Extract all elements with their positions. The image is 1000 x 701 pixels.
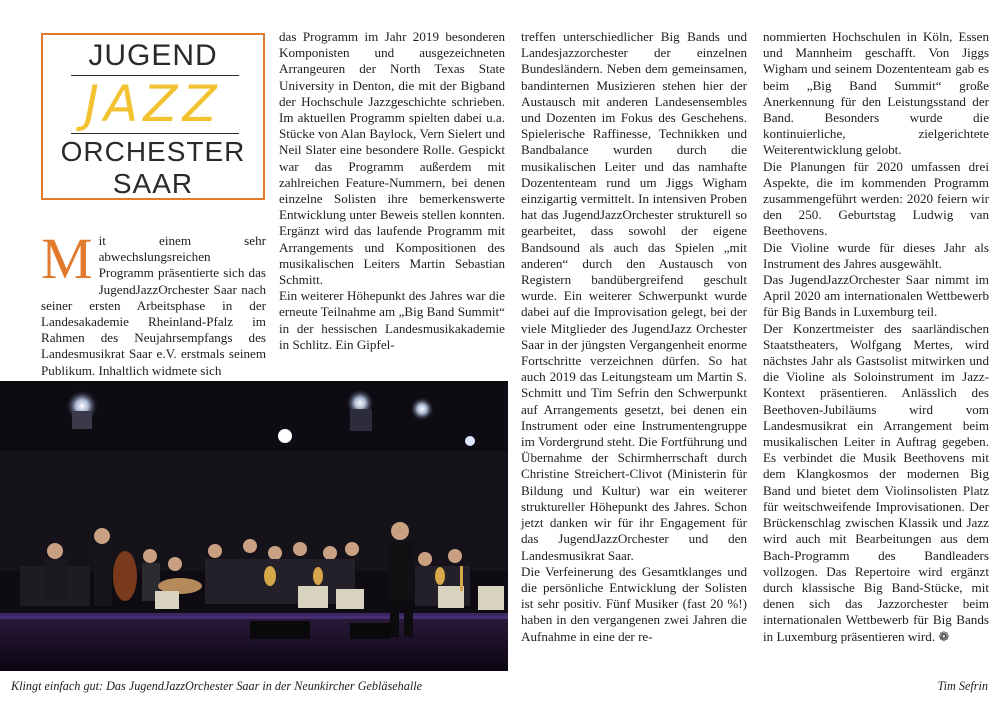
logo-saar: SAAR bbox=[112, 168, 194, 199]
paragraph: treffen unterschiedlicher Big Bands und Landesjazzorchester der einzelnen Bundesländern. Neben dem gemeinsamen, bandinternen Musizieren stehen hier der Austausch mit anderen Landesensembles und Dozenten im Fokus des Geschehens. Spielerische Raffinesse, Technikken und Bandbalance wurden durch die musikalischen Leiter und das namhafte Dozententeam rund um Jiggs Wigham einzigartig vermittelt. In intensiven Proben hat das JugendJazzOrchester strukturell so gearbeitet, dass sowohl der eigene Bandsound als auch das Spielen „mit anderen“ durch den Austausch von Registern bandübergreifend geschult wurde. Ein weiterer Schwerpunkt wurde dabei auf die Improvisation gelegt, bei der viele Mitglieder des JugendJazz Orchester Saar in der jüngsten Vergangenheit enorme Fortschritte verzeichnen dürfen. So hat auch 2019 das Leitungsteam um Martin S. Schmitt und Tim Sefrin den Schwerpunkt auf Arrangements gesetzt, bei denen ein Instrument oder eine Instrumentengruppe im Vordergrund steht. Die Fortführung und Übernahme der Schirmherrschaft durch Christine Streichert-Clivot (Ministerin für Bildung und Kultur) war ein weiterer struktureller Höhepunkt des Jahres. Schon jetzt danken wir für ihr Engagement für das JugendJazzOrchester und den Landesmusikrat Saar. bbox=[521, 29, 747, 563]
article-column-4 bbox=[763, 29, 989, 645]
paragraph: Ein weiterer Höhepunkt des Jahres war die erneute Teilnahme am „Big Band Summit“ in der hessischen Landesmusikakademie in Schlitz. Ein Gipfel- bbox=[279, 288, 505, 352]
logo-jugend: JUGEND bbox=[88, 39, 218, 72]
logo-rule-bottom bbox=[71, 133, 239, 134]
paragraph bbox=[763, 321, 989, 645]
paragraph: Die Violine wurde für dieses Jahr als Instrument des Jahres ausgewählt. bbox=[763, 239, 989, 271]
paragraph-text: Der Konzertmeister des saarländischen Staatstheaters, Wolfgang Mertes, wird nächstes Jahr als Gastsolist mitwirken und die Violine als Soloinstrument im Jazz-Kontext präsentieren. Anlässlich des Beethoven-Jubiläums wird vom Landesmusikrat ein Arrangement beim musikalischen Leiter in Auftrag gegeben. Es verbindet die Musik Beethovens mit dem Klangkosmos der modernen Big Band und bietet dem Violinsolisten Platz für weitschweifende Improvisationen. Der Brückenschlag zwischen Klassik und Jazz wird auch mit Bearbeitungen aus dem Bach-Programm des Bandleaders vollzogen. Das Repertoire wird ergänzt durch klassische Big Band-Stücke, mit denen sich das Jazzorchester beim internationalen Wettbewerb für Big Bands in Luxemburg präsentieren wird. bbox=[763, 320, 989, 644]
paragraph: das Programm im Jahr 2019 besonderen Komponisten und ausgezeichneten Arrangeuren der North Texas State University in Denton, die mit der Bigband der Hochschule Jazzgeschichte schrieben. Im aktuellen Programm spielten dabei u.a. Stücke von Alan Baylock, Vern Sielert und Neil Slater eine besondere Rolle. Gespickt war das Programm außerdem mit zahlreichen Feature-Nummern, bei denen einzelne Solisten ihre bemerkenswerte Entwicklung unter Beweis stellen konnten. Ergänzt wird das laufende Programm mit Arrangements und Kompositionen des musikalischen Leiters Martin Sebastian Schmitt. bbox=[279, 29, 505, 288]
orchestra-logo bbox=[41, 33, 265, 200]
paragraph: Die Verfeinerung des Gesamtklanges und die persönliche Entwicklung der Solisten ist sehr positiv. Fünf Musiker (fast 20 %!) haben in den vergangenen zwei Jahren die Aufnahme in eine der re- bbox=[521, 563, 747, 644]
drop-cap: M bbox=[41, 226, 93, 291]
article-column-1 bbox=[41, 226, 266, 379]
paragraph: nommierten Hochschulen in Köln, Essen und Mannheim geschafft. Von Jiggs Wigham und seinem Dozententeam gab es beim „Big Band Summit“ große Anerkennung für den Leistungsstand der Band. Besonders wurde die kontinuierliche, zielgerichtete Weiterentwicklung gelobt. bbox=[763, 29, 989, 158]
intro-text: it einem sehr abwechslungsreichen Programm präsentierte sich das JugendJazzOrchester Saar nach seiner ersten Arbeitsphase in der Landesakademie Rheinland-Pfalz im Rahmen des Neujahrsempfangs des Landesmusikrat Saar e.V. erstmals seinem Publikum. Inhaltlich widmete sich bbox=[41, 233, 266, 378]
photo-caption: Klingt einfach gut: Das JugendJazzOrchester Saar in der Neunkircher Gebläsehalle bbox=[11, 679, 423, 693]
intro-paragraph bbox=[41, 226, 266, 379]
author-name: Tim Sefrin bbox=[937, 679, 988, 693]
article-column-2 bbox=[279, 29, 505, 353]
band-photo-illustration bbox=[0, 381, 508, 671]
logo-jazz: JAZZ bbox=[84, 75, 222, 133]
paragraph: Das JugendJazzOrchester Saar nimmt im April 2020 am internationalen Wettbewerb für Big Bands in Luxemburg teil. bbox=[763, 272, 989, 320]
end-mark-icon: ❁ bbox=[938, 628, 950, 644]
band-photo bbox=[0, 381, 508, 671]
logo-orchester: ORCHESTER bbox=[60, 136, 246, 167]
article-column-3 bbox=[521, 29, 747, 645]
paragraph: Die Planungen für 2020 umfassen drei Aspekte, die im kommenden Programm zusammengeführt werden: 2020 feiern wir den 250. Geburtstag Ludwig van Beethovens. bbox=[763, 158, 989, 239]
